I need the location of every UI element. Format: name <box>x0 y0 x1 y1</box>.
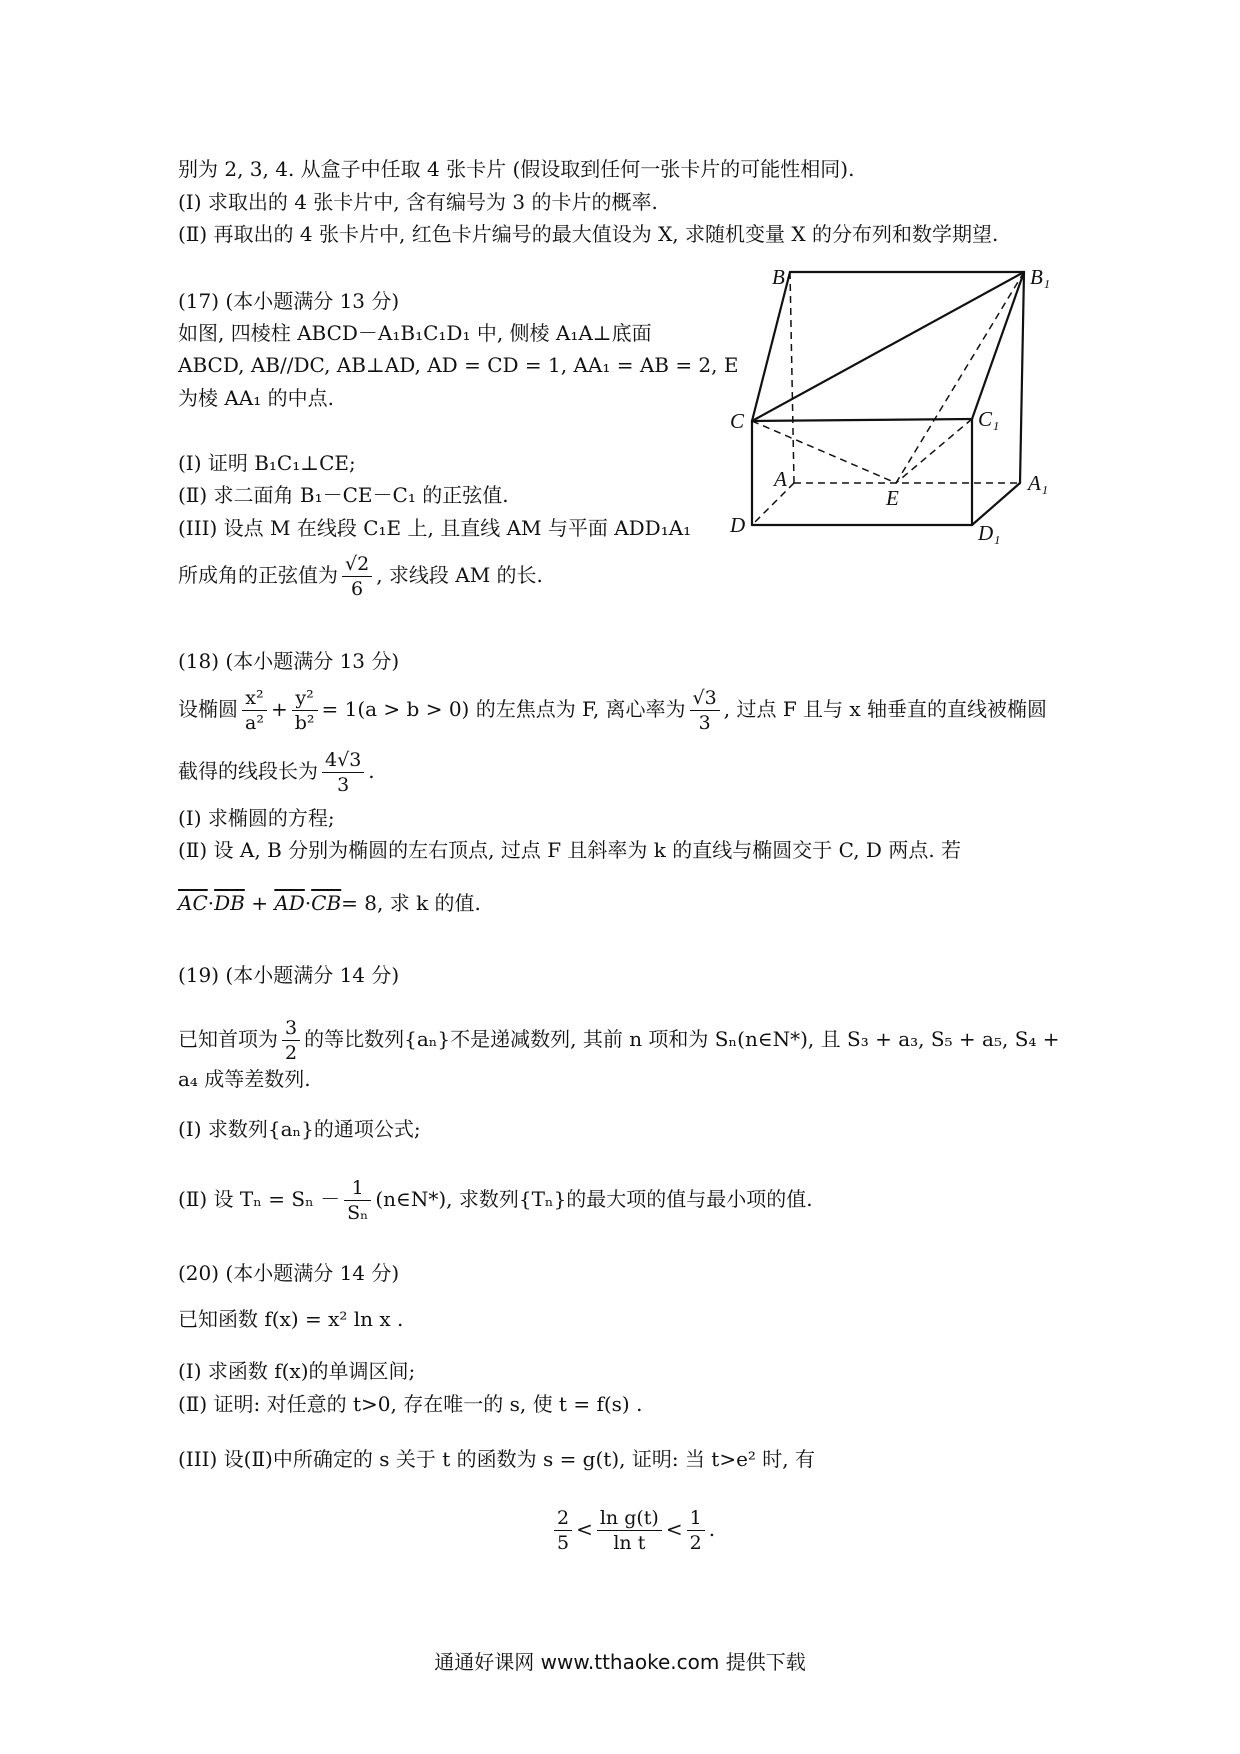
label-A1: A₁ <box>1028 471 1049 495</box>
q18-text-pre2: 截得的线段长为 <box>178 759 318 783</box>
hidden-edge-B1-E <box>896 272 1024 483</box>
q19-text-pre: 已知首项为 <box>178 1027 278 1051</box>
q16-part2: (Ⅱ) 再取出的 4 张卡片中, 红色卡片编号的最大值设为 X, 求随机变量 X 的分布列和数学期望. <box>178 222 999 246</box>
less-than-sign: < <box>576 1517 593 1541</box>
fraction-denominator: a² <box>245 712 264 734</box>
fraction-numerator: 1 <box>687 1506 705 1531</box>
label-E: E <box>886 486 899 510</box>
q17-part1: (Ⅰ) 证明 B₁C₁⊥CE; <box>178 451 356 475</box>
fraction-1-over-2 <box>687 1506 705 1555</box>
fraction-lng-over-lnt <box>597 1506 662 1555</box>
q18-text-post2: . <box>368 759 375 783</box>
q18-part2-cont <box>178 890 481 916</box>
vector-AC: $\overline{AC}$ <box>178 891 208 915</box>
q17-title: (17) (本小题满分 13 分) <box>178 289 400 313</box>
fraction-numerator: ln g(t) <box>597 1506 662 1531</box>
q18-text-mid: = 1(a > b > 0) 的左焦点为 F, 离心率为 <box>321 697 686 721</box>
fraction-numerator: x² <box>242 686 267 711</box>
fraction-segment-length <box>322 748 364 797</box>
q20-part2: (Ⅱ) 证明: 对任意的 t>0, 存在唯一的 s, 使 t = f(s) . <box>178 1392 643 1416</box>
fraction-numerator: y² <box>292 686 318 711</box>
q17-part3-cont <box>178 552 543 601</box>
q18-part2-text-post: = 8, 求 k 的值. <box>341 891 481 915</box>
plus-sign: + <box>244 891 275 915</box>
q17-stem-line3: 为棱 AA₁ 的中点. <box>178 386 334 410</box>
q16-part1: (Ⅰ) 求取出的 4 张卡片中, 含有编号为 3 的卡片的概率. <box>178 190 658 214</box>
fraction-2-over-5 <box>554 1506 572 1555</box>
vector-DB: $\overline{DB}$ <box>214 891 245 915</box>
q18-text-pre: 设椭圆 <box>178 697 238 721</box>
q20-stem: 已知函数 f(x) = x² ln x . <box>178 1307 404 1331</box>
label-B: B <box>772 265 785 289</box>
page-footer: 通通好课网 www.tthaoke.com 提供下载 <box>434 1650 806 1674</box>
fraction-1-over-Sn <box>344 1176 371 1225</box>
label-D: D <box>730 513 746 537</box>
q18-stem-line1 <box>178 686 1047 735</box>
hidden-edge-C1-E <box>896 419 972 483</box>
edge-B-C <box>752 272 790 421</box>
q19-part2-text-pre: (Ⅱ) 设 Tₙ = Sₙ － <box>178 1187 341 1211</box>
vector-CB: $\overline{CB}$ <box>311 891 342 915</box>
fraction-denominator: 2 <box>689 1532 702 1554</box>
label-B1: B₁ <box>1030 265 1051 289</box>
fraction-denominator: 2 <box>285 1042 298 1064</box>
edge-D1-A1 <box>972 483 1020 525</box>
q20-title: (20) (本小题满分 14 分) <box>178 1261 400 1285</box>
fraction-x2-over-a2 <box>242 686 267 735</box>
label-C: C <box>730 409 745 433</box>
q19-part2 <box>178 1176 813 1225</box>
q18-part1: (Ⅰ) 求椭圆的方程; <box>178 806 335 830</box>
q19-part1: (Ⅰ) 求数列{aₙ}的通项公式; <box>178 1117 421 1141</box>
fraction-numerator: 1 <box>344 1176 371 1201</box>
plus-sign: + <box>270 697 288 721</box>
dot: · <box>207 891 215 915</box>
q17-part2: (Ⅱ) 求二面角 B₁－CE－C₁ 的正弦值. <box>178 483 509 507</box>
q19-stem-line2: a₄ 成等差数列. <box>178 1067 311 1091</box>
q19-text-post: 的等比数列{aₙ}不是递减数列, 其前 n 项和为 Sₙ(n∈N*), 且 S₃ + a₃, S₅ + a₅, S₄ + <box>304 1027 1060 1051</box>
fraction-eccentricity <box>690 686 720 735</box>
q19-stem-line1 <box>178 1016 1060 1065</box>
fraction-denominator: 6 <box>351 578 364 600</box>
q18-part2: (Ⅱ) 设 A, B 分别为椭圆的左右顶点, 过点 F 且斜率为 k 的直线与椭圆交于 C, D 两点. 若 <box>178 838 962 862</box>
prism-figure <box>724 262 1070 544</box>
q17-stem-line2: ABCD, AB//DC, AB⊥AD, AD = CD = 1, AA₁ = AB = 2, E <box>178 353 739 377</box>
hidden-edge-B-A <box>790 272 794 483</box>
less-than-sign: < <box>665 1517 683 1541</box>
label-C1: C₁ <box>978 407 1000 431</box>
fraction-y2-over-b2 <box>292 686 318 735</box>
q18-title: (18) (本小题满分 13 分) <box>178 649 400 673</box>
q18-stem-line2 <box>178 748 375 797</box>
fraction-denominator: ln t <box>613 1532 646 1554</box>
q20-part1: (Ⅰ) 求函数 f(x)的单调区间; <box>178 1359 416 1383</box>
fraction-numerator: 2 <box>554 1506 572 1531</box>
q17-part3-text-pre: 所成角的正弦值为 <box>178 563 338 587</box>
fraction-sqrt2-over-6 <box>342 552 372 601</box>
q20-part3: (III) 设(Ⅱ)中所确定的 s 关于 t 的函数为 s = g(t), 证明: 当 t>e² 时, 有 <box>178 1447 816 1471</box>
q19-part2-text-post: (n∈N*), 求数列{Tₙ}的最大项的值与最小项的值. <box>375 1187 813 1211</box>
q19-title: (19) (本小题满分 14 分) <box>178 963 400 987</box>
q16-continuation: 别为 2, 3, 4. 从盒子中任取 4 张卡片 (假设取到任何一张卡片的可能性相同). <box>178 157 855 181</box>
fraction-numerator: √3 <box>690 686 720 711</box>
fraction-denominator: b² <box>294 712 315 734</box>
fraction-denominator: 3 <box>698 712 711 734</box>
vector-AD: $\overline{AD}$ <box>274 891 305 915</box>
fraction-numerator: √2 <box>342 552 372 577</box>
label-A: A <box>774 467 787 491</box>
fraction-numerator: 3 <box>282 1016 300 1041</box>
hidden-edge-A-D <box>752 483 794 525</box>
q17-part3: (III) 设点 M 在线段 C₁E 上, 且直线 AM 与平面 ADD₁A₁ <box>178 516 692 540</box>
dot: · <box>304 891 312 915</box>
q17-stem-line1: 如图, 四棱柱 ABCD－A₁B₁C₁D₁ 中, 侧棱 A₁A⊥底面 <box>178 321 652 345</box>
edge-B1-A1 <box>1020 272 1024 483</box>
q17-part3-text-post: , 求线段 AM 的长. <box>376 563 543 587</box>
q18-text-post: , 过点 F 且与 x 轴垂直的直线被椭圆 <box>723 697 1048 721</box>
fraction-denominator: Sₙ <box>347 1202 369 1224</box>
edge-C-C1 <box>752 419 972 421</box>
q20-inequality <box>550 1506 715 1555</box>
fraction-3-over-2 <box>282 1016 300 1065</box>
fraction-denominator: 3 <box>337 774 350 796</box>
period: . <box>708 1517 716 1541</box>
fraction-numerator: 4√3 <box>322 748 364 773</box>
label-D1: D₁ <box>978 521 1001 544</box>
fraction-denominator: 5 <box>557 1532 570 1554</box>
